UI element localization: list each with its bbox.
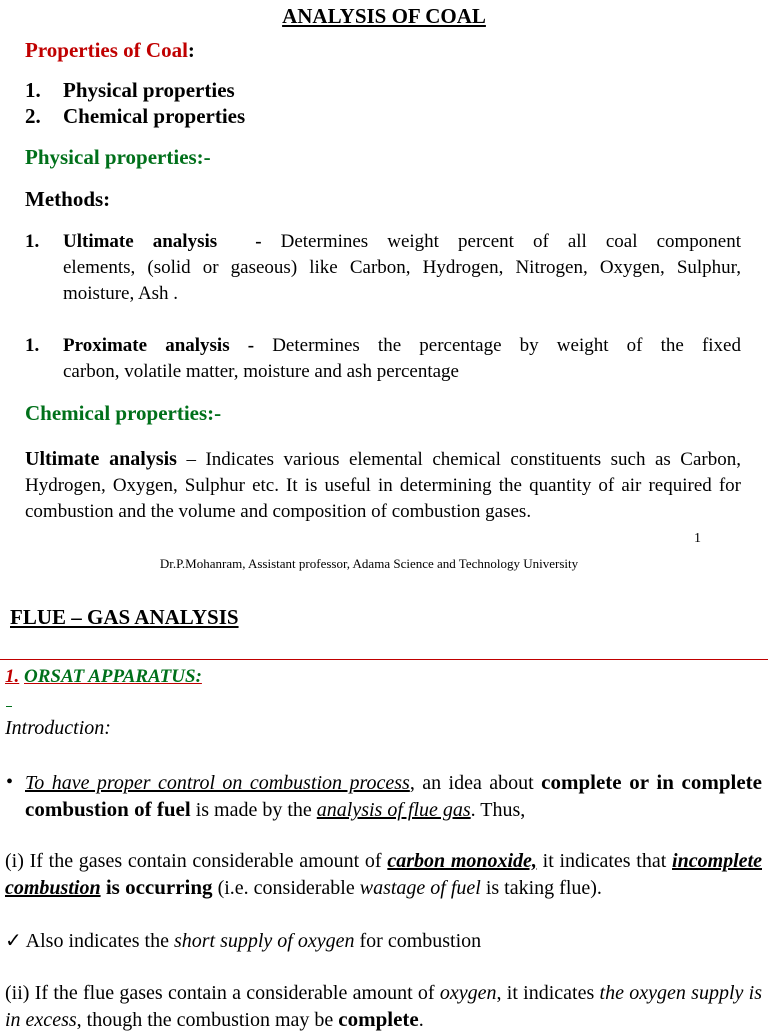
method-item (25, 229, 741, 307)
title-text: ANALYSIS OF COAL (282, 4, 486, 28)
checkmark-icon: ✓ (5, 930, 22, 952)
paragraph-text-part: carbon monoxide, (387, 850, 537, 872)
paragraph-text-part: it indicates that (536, 850, 673, 872)
bullet-text (25, 769, 762, 823)
method-lead-text (63, 229, 741, 255)
chemical-paragraph (25, 446, 741, 525)
method-description-start: Determines weight percent of all coal component (280, 231, 741, 252)
properties-heading (25, 38, 195, 63)
chemical-properties-heading: Chemical properties:- (25, 401, 222, 425)
bullet-text-part: complete or in complete combustion of fuel (25, 770, 762, 821)
paragraph-text-part: is taking flue). (480, 877, 602, 899)
method-number: 1. (25, 231, 40, 252)
orsat-number: 1. (5, 666, 20, 687)
check-text-part: Also indicates the (21, 930, 174, 952)
chemical-text: – Indicates various elemental chemical constituents such as Carbon, Hydrogen, Oxygen, Sulphur etc. It is useful in determining the quantity of air required for combustion and the volume and composition of combustion gases. (25, 449, 741, 522)
check-text-part: short supply of oxygen (173, 930, 355, 952)
method-item (25, 333, 741, 385)
paragraph-text-part: , though the combustion may be (76, 1009, 339, 1031)
page-title (0, 4, 768, 29)
method-description-start: Determines the percentage by weight of the fixed (272, 335, 741, 356)
chemical-lead: Ultimate analysis (25, 448, 177, 470)
paragraph-i (5, 848, 762, 901)
list-label: Physical properties (63, 78, 235, 102)
divider (0, 659, 768, 660)
bullet-text-part: , an idea about (409, 772, 542, 794)
method-separator: - (217, 231, 281, 252)
page-number: 1 (694, 531, 701, 546)
method-description: elements, (solid or gaseous) like Carbon, Hydrogen, Nitrogen, Oxygen, Sulphur, moisture, Ash . (63, 257, 741, 304)
methods-heading: Methods: (25, 187, 111, 211)
list-number: 1. (25, 78, 41, 102)
orsat-label: ORSAT APPARATUS: (24, 666, 202, 687)
paragraph-text-part: incomplete (672, 850, 762, 872)
check-item (5, 928, 481, 954)
orsat-heading (5, 666, 202, 688)
method-separator: - (229, 335, 273, 356)
paragraph-ii (5, 980, 762, 1033)
method-lead-line (25, 333, 741, 359)
introduction-heading: Introduction: (5, 717, 111, 739)
list-number: 2. (25, 104, 41, 128)
list-item (25, 104, 245, 129)
paragraph-text-part: , it indicates (496, 982, 600, 1004)
method-description: carbon, volatile matter, moisture and ash percentage (63, 361, 459, 382)
method-number: 1. (25, 335, 40, 356)
paragraph-text-part: combustion (5, 877, 101, 899)
divider (6, 706, 12, 707)
footer-credit: Dr.P.Mohanram, Assistant professor, Adama Science and Technology University (159, 556, 579, 571)
paragraph-text-part: oxygen (439, 982, 497, 1004)
bullet-text-part: analysis of flue gas (316, 799, 471, 821)
method-lead-line (25, 229, 741, 255)
check-text-part: for combustion (354, 930, 482, 952)
paragraph-text-part: complete (338, 1007, 419, 1031)
physical-properties-heading: Physical properties:- (25, 145, 211, 169)
bullet-text-part: . Thus, (470, 799, 526, 821)
paragraph-text-part: wastage of fuel (359, 877, 481, 899)
method-name: Proximate analysis (63, 335, 230, 356)
paragraph-text-part: the oxygen supply is in excess (5, 982, 763, 1031)
bullet-item (6, 769, 762, 823)
paragraph-text-part: (ii) If the flue gases contain a considerable amount of (5, 982, 440, 1004)
list-item (25, 78, 235, 103)
paragraph-text-part: (i.e. considerable (212, 877, 360, 899)
paragraph-text-part: . (418, 1009, 424, 1031)
bullet-icon: • (6, 771, 14, 793)
method-name: Ultimate analysis (63, 231, 218, 252)
paragraph-text-part: (i) If the gases contain considerable amount of (5, 850, 388, 872)
list-label: Chemical properties (63, 104, 246, 128)
method-lead-text (63, 333, 741, 359)
paragraph-text-part: is occurring (100, 875, 213, 899)
section-title: FLUE – GAS ANALYSIS (10, 605, 239, 629)
properties-heading-text: Properties of Coal (25, 38, 188, 62)
bullet-text-part: To have proper control on combustion process (25, 772, 410, 794)
bullet-text-part: is made by the (190, 799, 317, 821)
properties-heading-colon: : (187, 38, 195, 62)
